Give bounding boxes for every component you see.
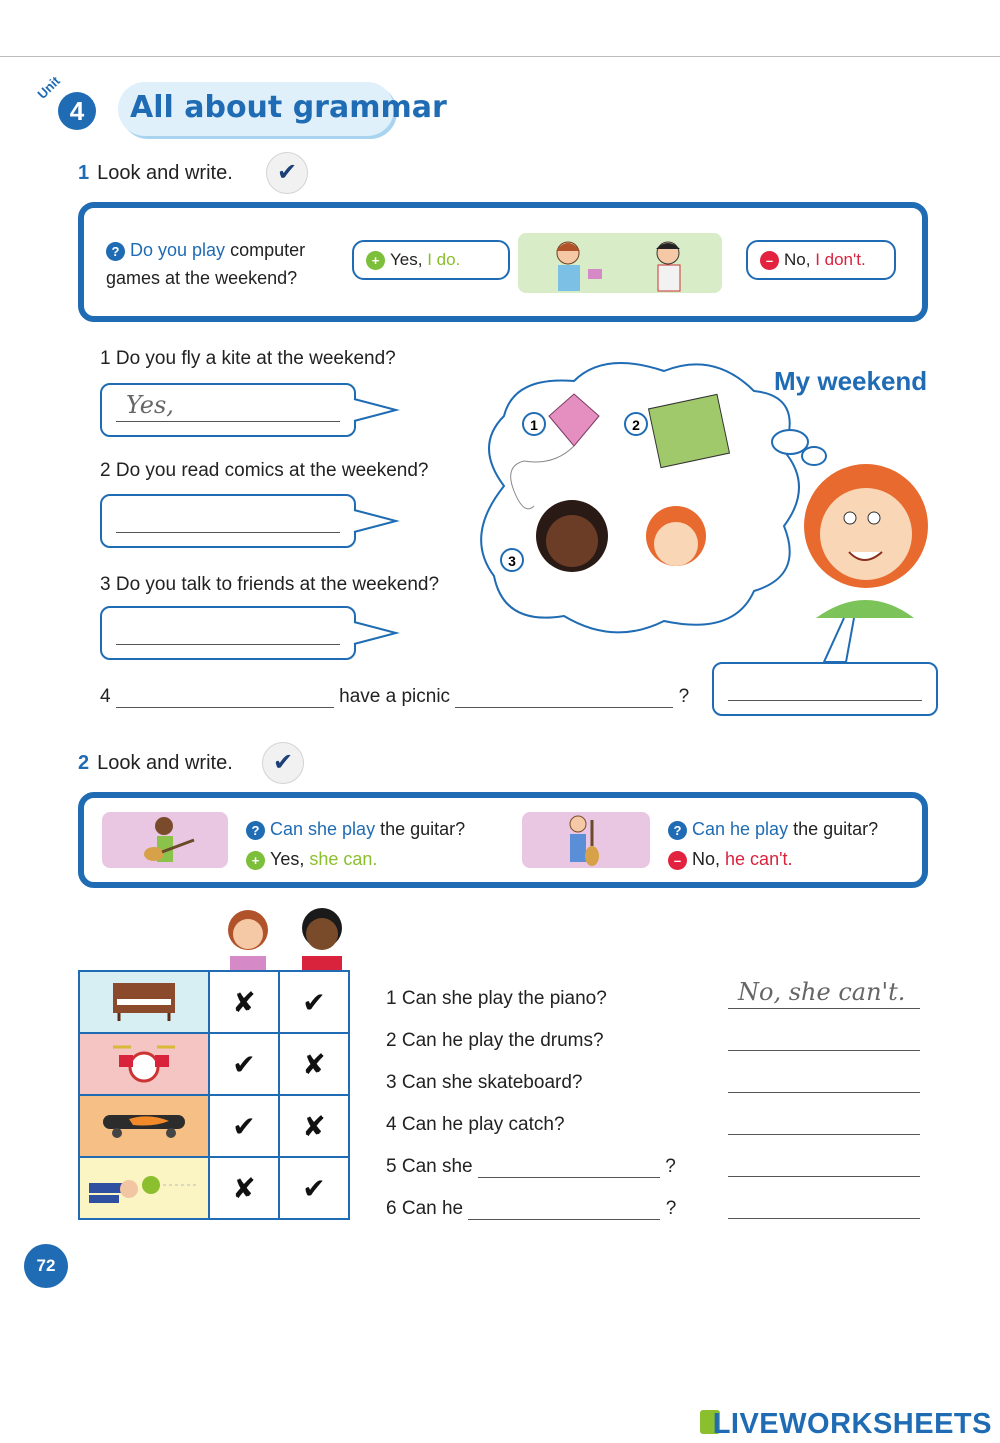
yes-answer-bubble: [352, 240, 510, 280]
he-answer-colored: he can't.: [725, 849, 793, 869]
boy-head-face: [306, 918, 338, 950]
s2-answer-line-6[interactable]: [728, 1188, 920, 1219]
s2-question-2: 2 Can he play the drums?: [386, 1030, 604, 1051]
question-icon: ?: [246, 821, 265, 840]
s2-answer-line-2[interactable]: [728, 1020, 920, 1051]
example-question-rest: computer: [225, 240, 306, 260]
he-answer-prefix: No,: [692, 849, 721, 869]
grid-row-drums: [79, 1033, 349, 1095]
s2-answer-1-handwriting: No, she can't.: [738, 978, 906, 1006]
she-question-rest: the guitar?: [375, 819, 466, 839]
she-question-highlight: Can she play: [270, 819, 376, 839]
self-check-icon[interactable]: ✔: [266, 152, 308, 194]
my-weekend-heading: My weekend: [774, 366, 928, 396]
bubble-label-3: 3: [508, 553, 516, 569]
section1-title: [78, 162, 233, 185]
q6-blank[interactable]: [468, 1201, 660, 1220]
he-question-highlight: Can he play: [692, 819, 789, 839]
plus-icon: +: [366, 251, 385, 270]
my-weekend-answer-box[interactable]: [712, 662, 938, 716]
piano-drawing: [109, 977, 179, 1021]
thought-dot-2: [802, 447, 826, 465]
guitar-boy-drawing: [522, 812, 650, 868]
q4-blank-1[interactable]: [116, 689, 334, 708]
q4-number: 4: [100, 686, 111, 707]
grid-kids-heads: [214, 900, 360, 972]
grid-row-catch: [79, 1157, 349, 1219]
grid-cell-he-catch: ✔: [279, 1157, 349, 1219]
write-line: [116, 421, 340, 422]
minus-icon: –: [760, 251, 779, 270]
grid-cell-he-skateboard: ✘: [279, 1095, 349, 1157]
unit-number-badge: 4: [58, 92, 96, 130]
girl-face: [820, 488, 912, 580]
write-line: [728, 700, 922, 701]
s1-answer-box-3[interactable]: [100, 606, 356, 660]
skateboard-image: [79, 1095, 209, 1157]
s2-question-6: [386, 1198, 676, 1220]
s1-answer-box-1[interactable]: [100, 383, 356, 437]
grid-row-piano: [79, 971, 349, 1033]
s2-answer-line-5[interactable]: [728, 1146, 920, 1177]
q6-question-mark: ?: [665, 1198, 677, 1219]
section2-title: [78, 752, 233, 775]
he-question-rest: the guitar?: [788, 819, 879, 839]
answer-bubble-tail: [824, 618, 854, 662]
grid-cell-she-piano: ✘: [209, 971, 279, 1033]
kids-drawing: [518, 233, 722, 293]
s2-answer-line-1[interactable]: [728, 978, 920, 1009]
minus-icon: –: [668, 851, 687, 870]
page-title: All about grammar: [130, 90, 447, 125]
thought-dot-1: [772, 430, 808, 454]
q4-question-mark: ?: [678, 686, 690, 707]
girl-head-face: [233, 919, 263, 949]
unit-label: Unit: [34, 73, 63, 102]
grid-cell-she-catch: ✘: [209, 1157, 279, 1219]
q5-question-mark: ?: [665, 1156, 676, 1177]
question-icon: ?: [668, 821, 687, 840]
girl-small-face: [654, 522, 698, 566]
example-question: [106, 236, 305, 292]
guitar-girl-image: [102, 812, 228, 868]
q5-prefix: 5 Can she: [386, 1156, 473, 1177]
s2-question-1: 1 Can she play the piano?: [386, 988, 607, 1009]
catch-drawing: [89, 1163, 199, 1207]
grid-cell-she-drums: ✔: [209, 1033, 279, 1095]
drums-image: [79, 1033, 209, 1095]
write-line: [116, 644, 340, 645]
section1-title-text: Look and write.: [97, 162, 233, 184]
bubble-tail-1: [352, 395, 400, 425]
bubble-label-1: 1: [530, 417, 538, 433]
s2-answer-line-4[interactable]: [728, 1104, 920, 1135]
top-divider: [0, 56, 1000, 57]
plus-icon: +: [246, 851, 265, 870]
section2-title-text: Look and write.: [97, 752, 233, 774]
grid-row-skateboard: [79, 1095, 349, 1157]
yes-colored: I do.: [427, 250, 461, 269]
grid-cell-he-drums: ✘: [279, 1033, 349, 1095]
question-icon: ?: [106, 242, 125, 261]
s1-question-2: 2 Do you read comics at the weekend?: [100, 460, 429, 481]
drums-drawing: [109, 1039, 179, 1083]
s1-question-1: 1 Do you fly a kite at the weekend?: [100, 348, 396, 369]
piano-image: [79, 971, 209, 1033]
liveworksheets-brand: LIVEWORKSHEETS: [712, 1408, 992, 1440]
section1-number: 1: [78, 162, 90, 184]
no-prefix: No,: [784, 250, 811, 269]
grid-cell-she-skateboard: ✔: [209, 1095, 279, 1157]
grid-cell-he-piano: ✔: [279, 971, 349, 1033]
s2-answer-line-3[interactable]: [728, 1062, 920, 1093]
bubble-tail-3: [352, 618, 400, 648]
catch-image: [79, 1157, 209, 1219]
s1-answer-box-2[interactable]: [100, 494, 356, 548]
kids-illustration: [518, 233, 722, 293]
ability-grid: [78, 970, 350, 1220]
example-she: [246, 814, 465, 874]
no-colored: I don't.: [815, 250, 866, 269]
guitar-boy-image: [522, 812, 650, 868]
example-question-line2: games at the weekend?: [106, 268, 298, 288]
s1-answer-1-handwriting: Yes,: [126, 391, 174, 419]
self-check-icon-2[interactable]: ✔: [262, 742, 304, 784]
skateboard-drawing: [99, 1101, 189, 1145]
q4-middle-text: have a picnic: [339, 686, 451, 707]
write-line: [116, 532, 340, 533]
s2-question-3: 3 Can she skateboard?: [386, 1072, 583, 1093]
section2-number: 2: [78, 752, 90, 774]
example-question-highlight: Do you play: [130, 240, 226, 260]
q5-blank[interactable]: [478, 1159, 660, 1178]
she-answer-prefix: Yes,: [270, 849, 305, 869]
bubble-label-2: 2: [632, 417, 640, 433]
thought-cloud: [481, 363, 799, 632]
bubble-tail-2: [352, 506, 400, 536]
example-he: [668, 814, 878, 874]
s2-question-4: 4 Can he play catch?: [386, 1114, 565, 1135]
she-answer-colored: she can.: [309, 849, 378, 869]
no-answer-bubble: [746, 240, 896, 280]
friend-face: [546, 515, 598, 567]
yes-prefix: Yes,: [390, 250, 423, 269]
page-number: 72: [24, 1244, 68, 1288]
q6-prefix: 6 Can he: [386, 1198, 464, 1219]
girl-shirt: [816, 600, 914, 618]
guitar-girl-drawing: [102, 812, 228, 868]
s2-question-5: [386, 1156, 676, 1178]
s1-question-3: 3 Do you talk to friends at the weekend?: [100, 574, 440, 595]
